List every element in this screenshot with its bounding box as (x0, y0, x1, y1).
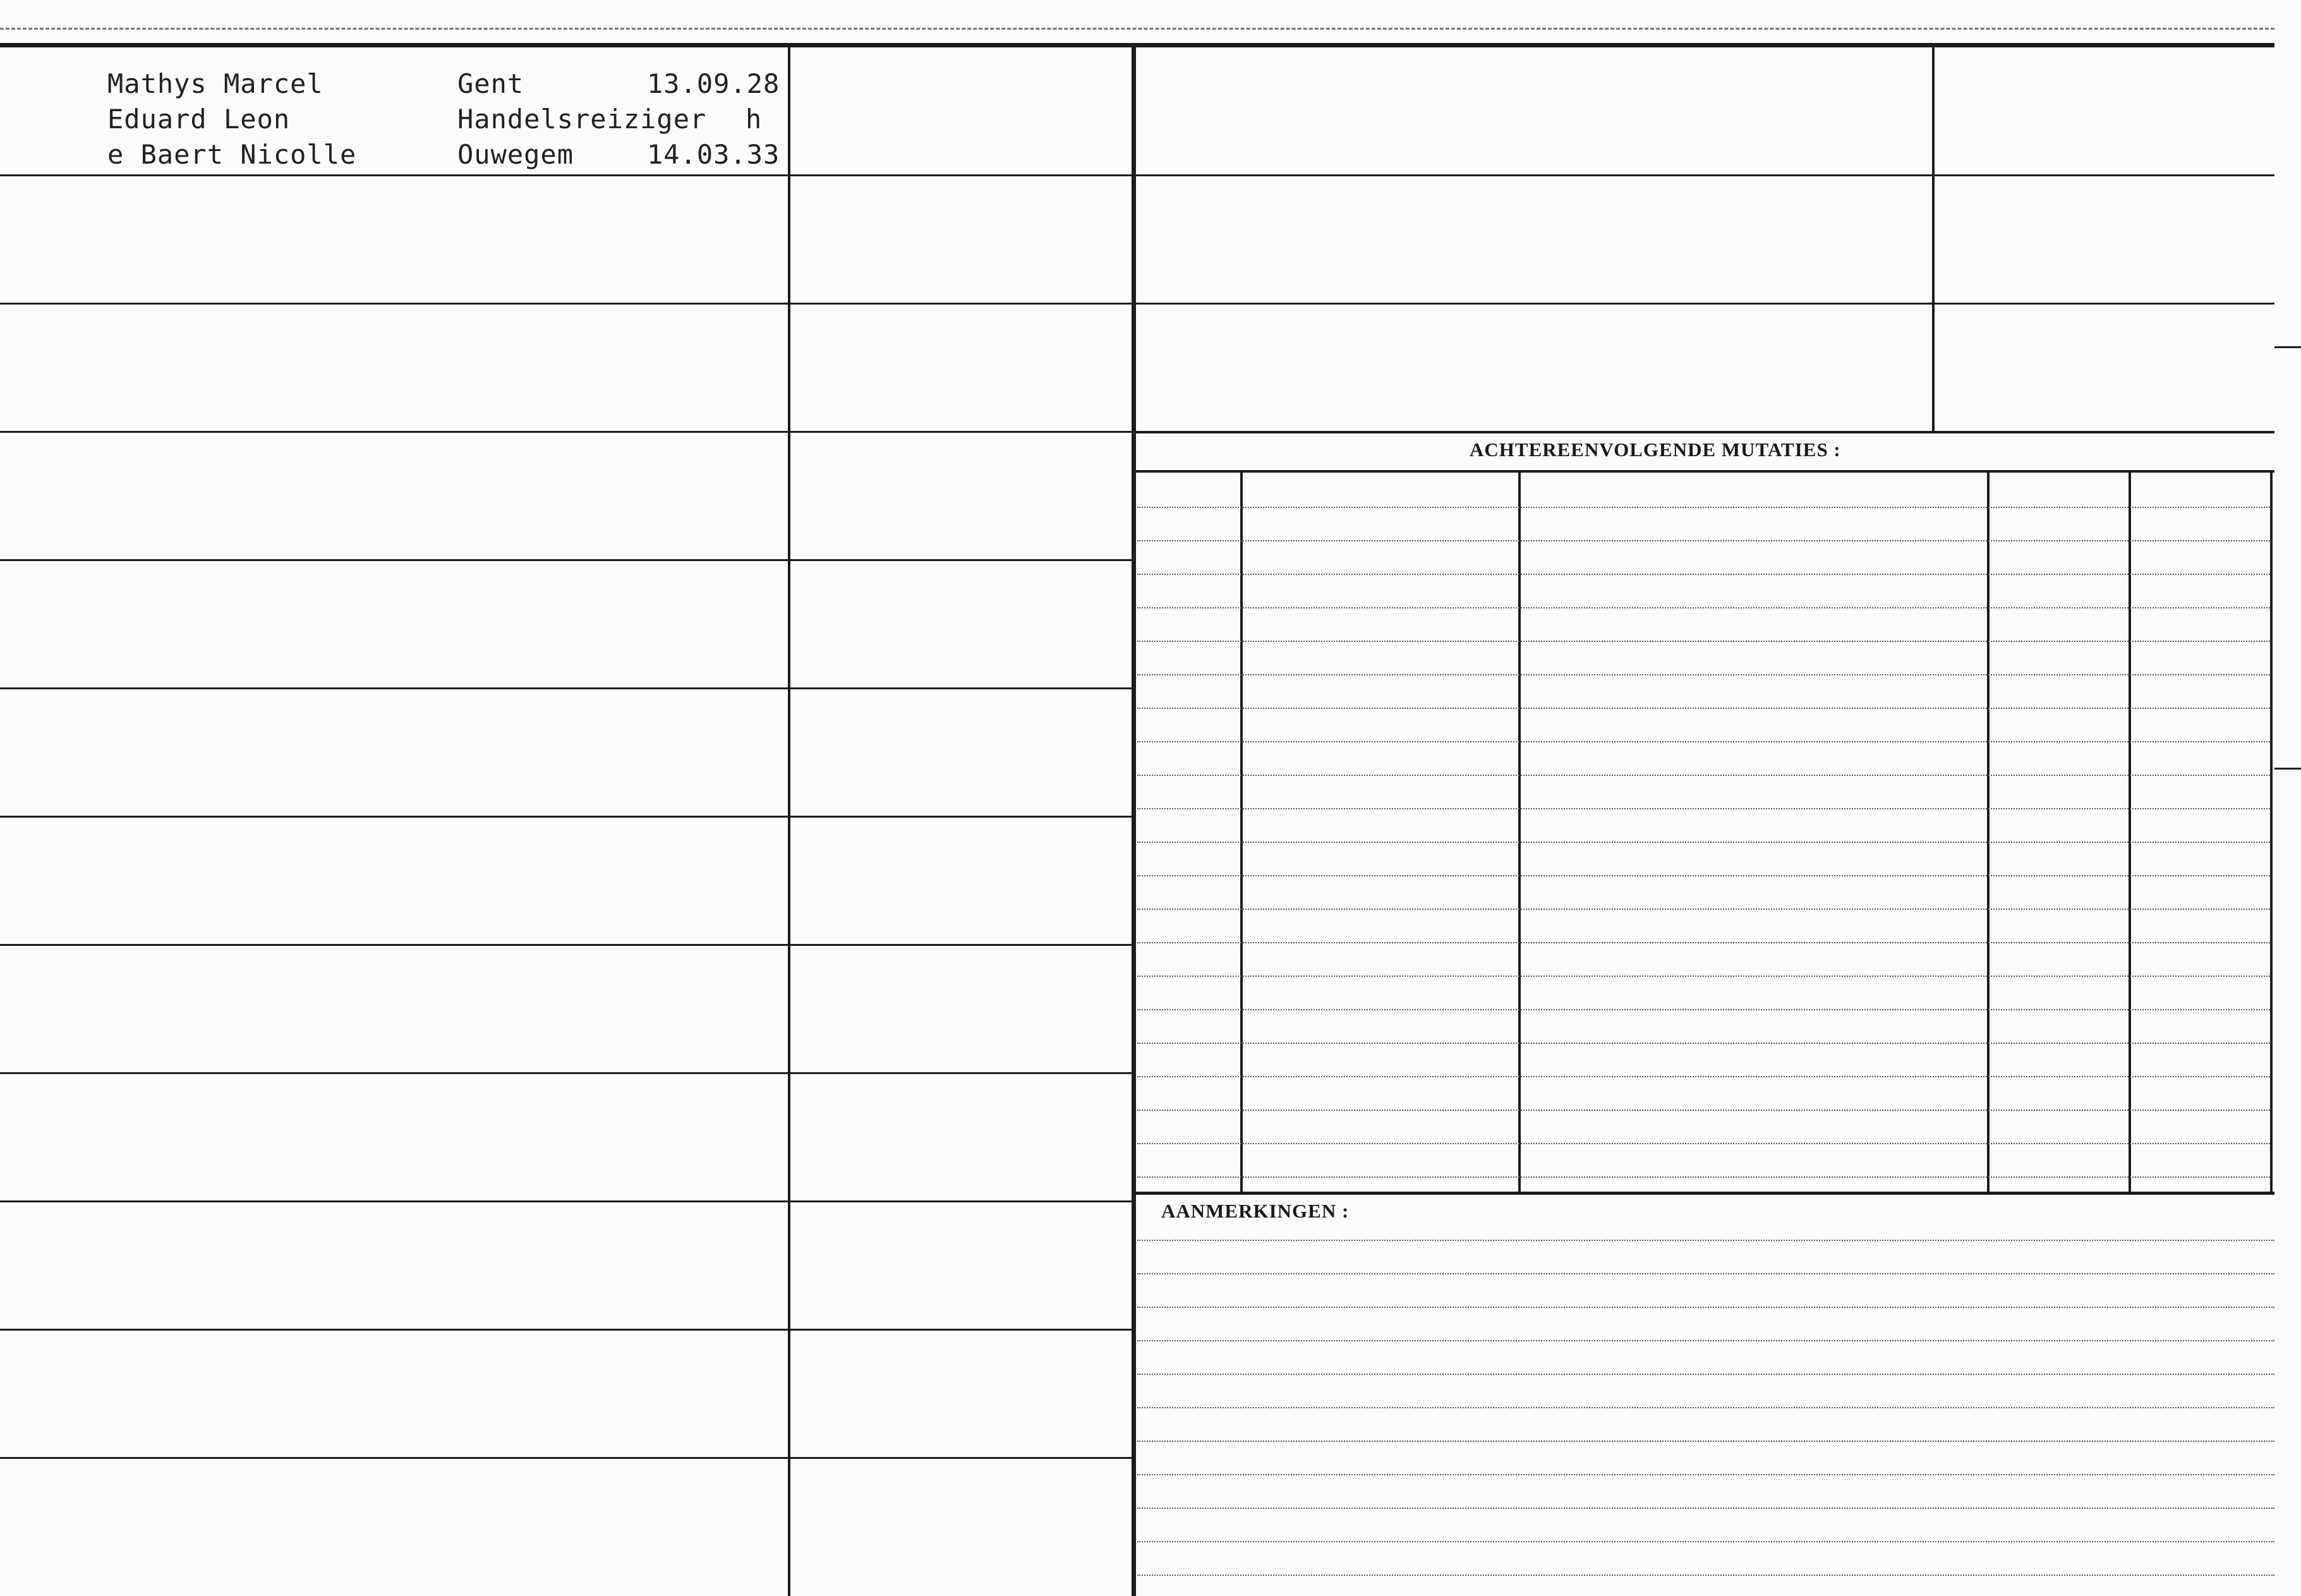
left-row-line (0, 816, 1133, 818)
mutations-col-2 (1518, 471, 1521, 1192)
left-row-line (0, 431, 1133, 433)
mutations-col-3 (1987, 471, 1990, 1192)
remark-ruling (1137, 1508, 2274, 1509)
left-row-line (0, 1200, 1133, 1202)
remark-ruling (1137, 1541, 2274, 1542)
mutation-ruling (1137, 574, 2270, 575)
left-row-line (0, 1072, 1133, 1074)
mutation-ruling (1137, 741, 2270, 742)
entry-spouse: e Baert Nicolle (107, 139, 357, 170)
mutations-col-5 (2270, 471, 2273, 1192)
mutation-ruling (1137, 942, 2270, 943)
mutation-ruling (1137, 1143, 2270, 1144)
entry-birthdate: 13.09.28 (647, 68, 780, 99)
top-faint-rule (0, 28, 2274, 30)
mutation-ruling (1137, 909, 2270, 910)
mutations-col-1 (1240, 471, 1243, 1192)
remark-ruling (1137, 1273, 2274, 1274)
remark-ruling (1137, 1240, 2274, 1241)
right-top-divider (1932, 45, 1935, 431)
mutation-ruling (1137, 607, 2270, 608)
edge-tick-1 (2274, 346, 2301, 348)
mutations-top-rule (1133, 470, 2274, 473)
left-row-line (0, 1457, 1133, 1459)
entry-marker: h (746, 104, 763, 135)
mutation-ruling (1137, 708, 2270, 709)
remarks-heading: AANMERKINGEN : (1161, 1200, 1350, 1222)
remark-ruling (1137, 1340, 2274, 1341)
left-row-line (0, 303, 1133, 305)
entry-occupation: Handelsreiziger (457, 104, 707, 135)
left-row-line (0, 687, 1133, 689)
mutations-col-4 (2129, 471, 2131, 1192)
right-row-line-2 (1133, 303, 2274, 305)
entry-spouse-birthdate: 14.03.33 (647, 139, 780, 170)
mutation-ruling (1137, 1043, 2270, 1044)
remark-ruling (1137, 1374, 2274, 1375)
entry-birthplace: Gent (457, 68, 524, 99)
mutations-bottom-rule (1133, 1192, 2274, 1195)
mutation-ruling (1137, 507, 2270, 508)
edge-tick-2 (2274, 768, 2301, 770)
right-row-line-3 (1133, 431, 2274, 433)
left-row-line (0, 559, 1133, 561)
remark-ruling (1137, 1307, 2274, 1308)
left-row-line (0, 1329, 1133, 1331)
mutation-ruling (1137, 842, 2270, 843)
mutation-ruling (1137, 1109, 2270, 1111)
right-row-line-1 (1133, 174, 2274, 176)
mutations-heading: ACHTEREENVOLGENDE MUTATIES : (1470, 438, 1841, 461)
center-divider (1132, 45, 1136, 1596)
mutation-ruling (1137, 1176, 2270, 1178)
entry-surname: Mathys Marcel (107, 68, 323, 99)
entry-given-names: Eduard Leon (107, 104, 291, 135)
mutation-ruling (1137, 641, 2270, 642)
left-row-line (0, 174, 1133, 176)
remark-ruling (1137, 1575, 2274, 1576)
remark-ruling (1137, 1474, 2274, 1475)
remark-ruling (1137, 1441, 2274, 1442)
mutation-ruling (1137, 976, 2270, 977)
left-column-divider (788, 45, 790, 1596)
mutation-ruling (1137, 674, 2270, 675)
mutation-ruling (1137, 808, 2270, 809)
left-row-line (0, 944, 1133, 946)
entry-spouse-birthplace: Ouwegem (457, 139, 574, 170)
mutation-ruling (1137, 540, 2270, 541)
mutation-ruling (1137, 1076, 2270, 1077)
mutation-ruling (1137, 875, 2270, 876)
mutation-ruling (1137, 1009, 2270, 1010)
remark-ruling (1137, 1407, 2274, 1408)
mutation-ruling (1137, 775, 2270, 776)
